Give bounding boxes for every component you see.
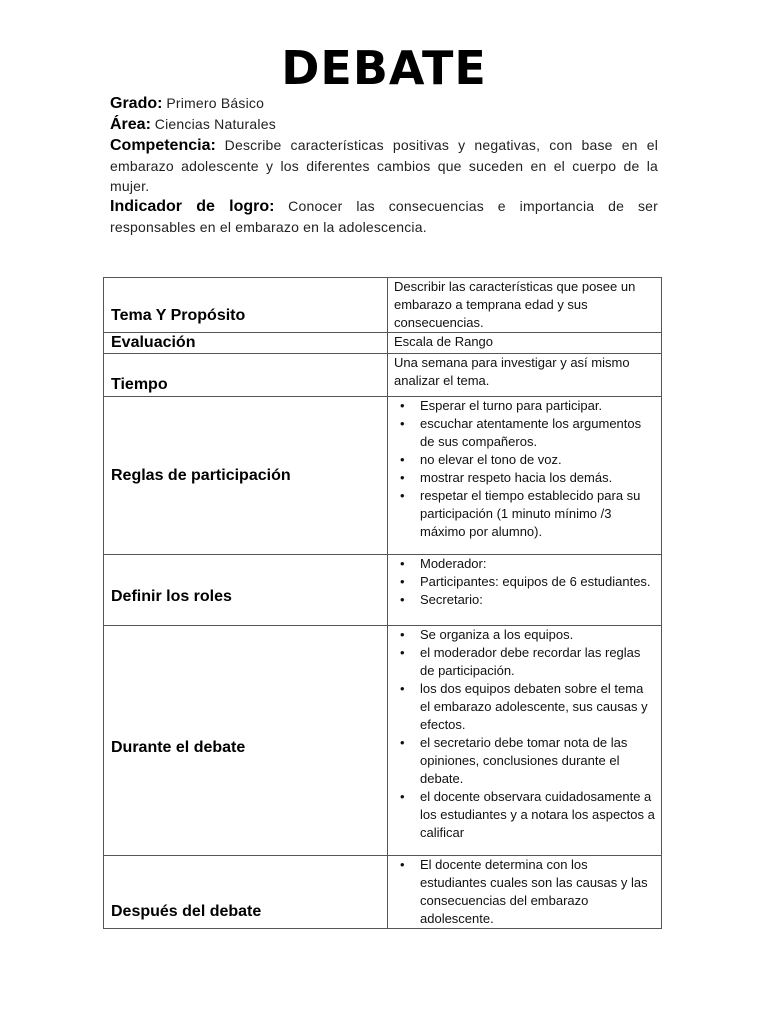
table-row <box>104 397 662 555</box>
row-label: Después del debate <box>104 856 388 929</box>
row-text: Una semana para investigar y así mismo analizar el tema. <box>394 355 630 388</box>
row-content <box>388 278 662 333</box>
list-item: • respetar el tiempo establecido para su participación (1 minuto mínimo /3 máximo por alumno). <box>394 487 655 541</box>
list-item: • no elevar el tono de voz. <box>394 451 655 469</box>
indicador-line <box>110 196 658 237</box>
list-item: • Moderador: <box>394 555 655 573</box>
list-item: • el secretario debe tomar nota de las opiniones, conclusiones durante el debate. <box>394 734 655 788</box>
table-row <box>104 555 662 626</box>
table-row <box>104 333 662 354</box>
list-item: • El docente determina con los estudiantes cuales son las causas y las consecuencias del embarazo adolescente. <box>394 856 655 928</box>
row-content <box>388 555 662 626</box>
bullet-list <box>394 626 655 842</box>
document-header <box>110 93 658 237</box>
competencia-value: Describe características positivas y negativas, con base en el embarazo adolescente y los diferentes cambios que suceden en el cuerpo de la mujer. <box>110 137 659 194</box>
grado-line <box>110 93 658 114</box>
list-item: • escuchar atentamente los argumentos de sus compañeros. <box>394 415 655 451</box>
row-label: Definir los roles <box>104 555 388 626</box>
row-text: Escala de Rango <box>394 334 494 349</box>
list-item: • Se organiza a los equipos. <box>394 626 655 644</box>
list-item: • el docente observara cuidadosamente a los estudiantes y a notara los aspectos a calificar <box>394 788 655 842</box>
row-label: Tema Y Propósito <box>104 278 388 333</box>
indicador-label: Indicador de logro: <box>110 198 275 215</box>
page-title: DEBATE <box>281 41 487 95</box>
competencia-line <box>110 135 658 196</box>
row-content <box>388 333 662 354</box>
row-content <box>388 397 662 555</box>
row-content <box>388 626 662 856</box>
row-content <box>388 354 662 397</box>
table-row <box>104 856 662 929</box>
area-line <box>110 114 658 135</box>
bullet-list <box>394 856 655 928</box>
row-label: Evaluación <box>104 333 388 354</box>
list-item: • Participantes: equipos de 6 estudiantes. <box>394 573 655 591</box>
area-label: Área: <box>110 116 151 133</box>
row-label: Tiempo <box>104 354 388 397</box>
bullet-list <box>394 555 655 609</box>
row-label: Reglas de participación <box>104 397 388 555</box>
row-label: Durante el debate <box>104 626 388 856</box>
row-text: Describir las características que posee un embarazo a temprana edad y sus consecuencias. <box>394 279 636 330</box>
list-item: • Esperar el turno para participar. <box>394 397 655 415</box>
competencia-label: Competencia: <box>110 137 216 154</box>
table-row <box>104 354 662 397</box>
table-row <box>104 626 662 856</box>
grado-label: Grado: <box>110 95 163 112</box>
row-content <box>388 856 662 929</box>
list-item: • Secretario: <box>394 591 655 609</box>
table-row <box>104 278 662 333</box>
list-item: • mostrar respeto hacia los demás. <box>394 469 655 487</box>
list-item: • los dos equipos debaten sobre el tema el embarazo adolescente, sus causas y efectos. <box>394 680 655 734</box>
bullet-list <box>394 397 655 541</box>
area-value: Ciencias Naturales <box>154 116 276 132</box>
list-item: • el moderador debe recordar las reglas de participación. <box>394 644 655 680</box>
grado-value: Primero Básico <box>166 95 265 111</box>
debate-table <box>103 277 662 929</box>
indicador-value: Conocer las consecuencias e importancia de ser responsables en el embarazo en la adolescencia. <box>110 198 659 235</box>
